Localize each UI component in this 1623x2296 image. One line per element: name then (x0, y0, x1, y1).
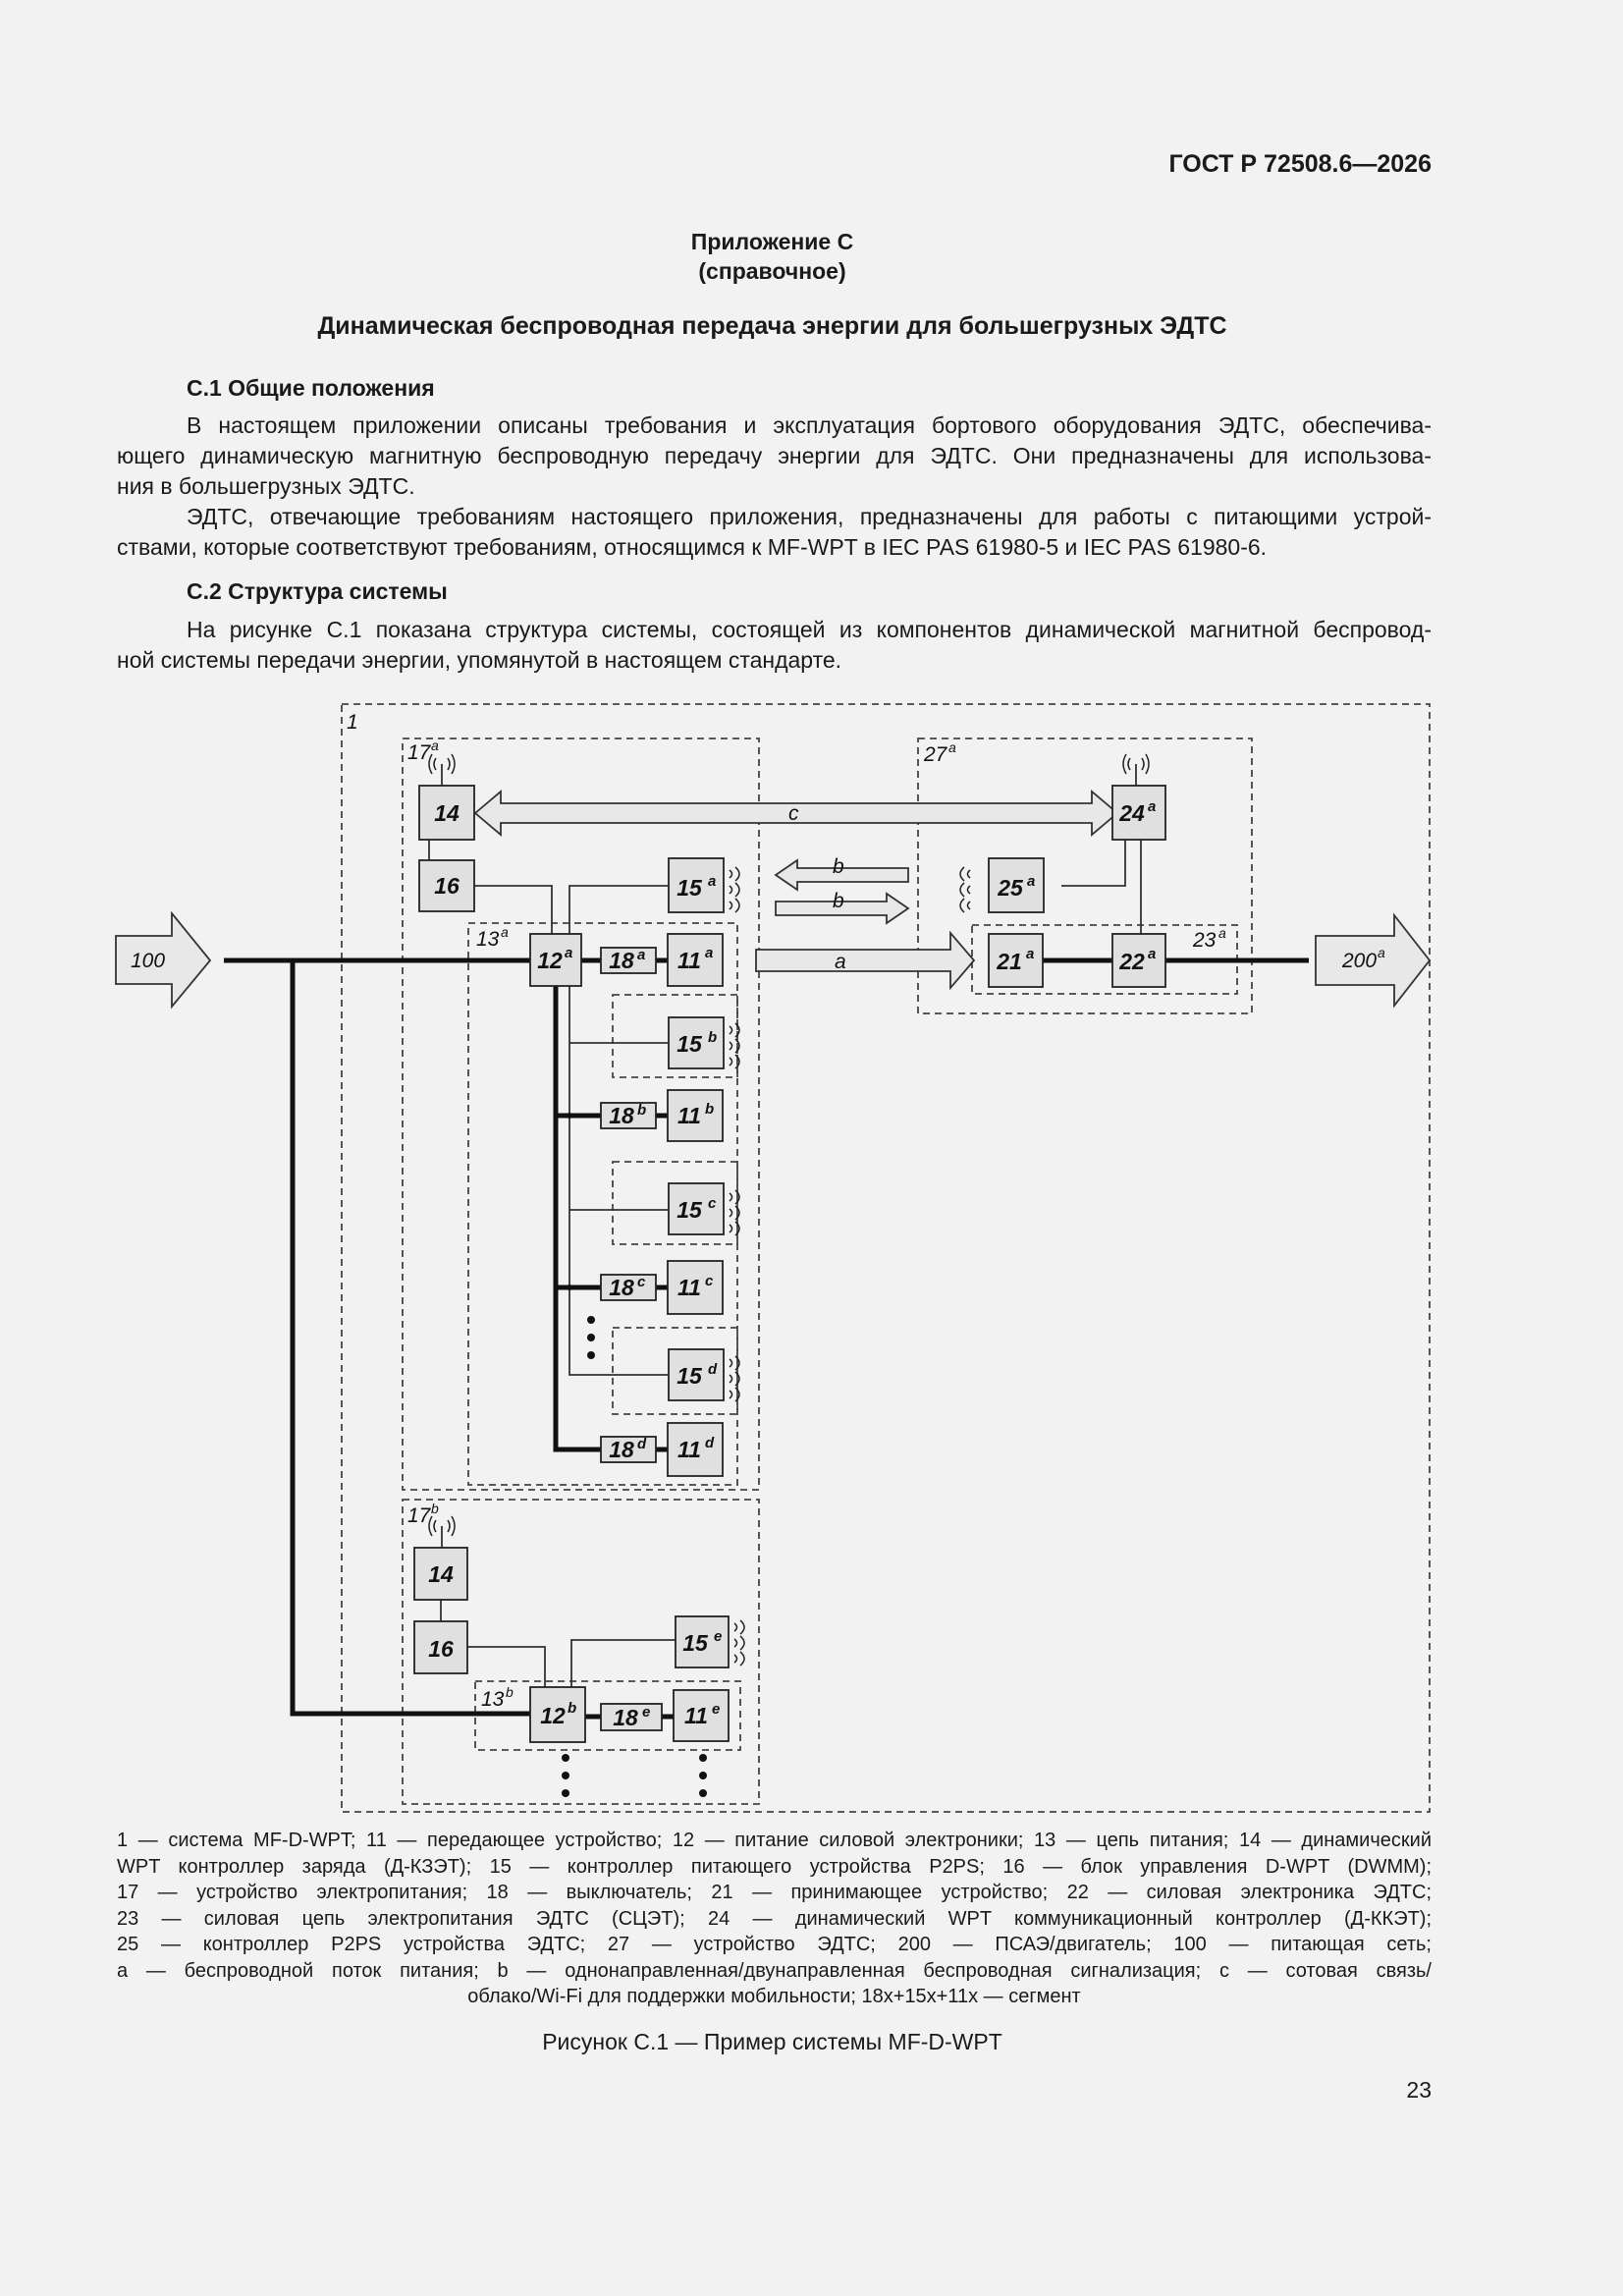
block-label: 18 (609, 1437, 634, 1462)
power-flow-label: a (835, 951, 846, 973)
frame-label: 23 (1193, 929, 1217, 952)
section-1-heading: С.1 Общие положения (187, 375, 435, 401)
block-label-sup: c (705, 1273, 714, 1289)
text-line: ЭДТС, отвечающие требованиям настоящего приложения, предназначены для работы с питающими устрой- (187, 504, 1432, 529)
section-2-heading: С.2 Структура системы (187, 578, 448, 604)
block-label: 18 (613, 1705, 638, 1730)
frame-label-sup: a (431, 738, 439, 753)
signal-arrow-label: b (833, 890, 844, 912)
frame-label: 13 (476, 928, 500, 951)
antenna-icon (429, 754, 455, 786)
block-label-sup: c (708, 1195, 717, 1212)
frame-label: 13 (481, 1688, 505, 1711)
legend-line: облако/Wi-Fi для поддержки мобильности; 18x+15x+11x — сегмент (467, 1986, 1081, 2007)
text-line: ющего динамическую магнитную беспроводную передачу энергии для ЭДТС. Они предназначены для использова- (117, 443, 1432, 468)
block-label: 25 (998, 875, 1023, 901)
output-arrow-sup: a (1378, 945, 1385, 960)
segment-bus (556, 986, 601, 1449)
antenna-icon (429, 1516, 455, 1548)
signal-line (569, 886, 669, 934)
figure-legend (117, 1828, 1432, 2010)
legend-line: WPT контроллер заряда (Д-КЗЭТ); 15 — контроллер питающего устройства P2PS; 16 — блок управления D-WPT (DWMM); (117, 1855, 1432, 1878)
frame-label-sup: a (1218, 925, 1226, 941)
wireless-waves-icon (960, 867, 970, 912)
block-label-sup: a (1148, 946, 1157, 962)
system-frame-label: 1 (347, 711, 358, 734)
block-label: 15 (676, 1031, 702, 1057)
wireless-waves-icon (734, 1620, 744, 1666)
block-label: 12 (540, 1703, 566, 1728)
block-label-sup: d (705, 1435, 715, 1451)
frame-label: 27 (924, 743, 947, 766)
block-label-sup: b (568, 1700, 577, 1717)
block-label-sup: e (714, 1628, 723, 1645)
block-label: 11 (677, 1103, 701, 1128)
block-label: 14 (434, 800, 460, 826)
signal-line (569, 986, 669, 1375)
frame-label: 17 (407, 1504, 431, 1527)
output-arrow-label: 200 (1342, 950, 1378, 972)
legend-line: 1 — система MF-D-WPT; 11 — передающее устройство; 12 — питание силовой электроники; 13 — цепь питания; 14 — динамический (117, 1830, 1432, 1851)
wireless-power-flow-arrow (756, 933, 974, 988)
block-label-sup: d (708, 1361, 718, 1378)
block-label: 16 (428, 1636, 454, 1662)
signal-line (1061, 840, 1125, 886)
block-label-sup: c (637, 1274, 646, 1290)
block-label-sup: b (708, 1029, 718, 1046)
page-number: 23 (1406, 2077, 1432, 2103)
block-label: 21 (997, 949, 1022, 974)
block-label: 14 (428, 1561, 454, 1587)
text-line: ствами, которые соответствуют требованиям, относящимся к MF-WPT в IEC PAS 61980-5 и IEC PAS 61980-6. (117, 534, 1268, 560)
block-label: 11 (677, 1437, 701, 1462)
block-label: 24 (1119, 800, 1145, 826)
signal-arrow-label: b (833, 855, 844, 878)
legend-line: 25 — контроллер P2PS устройства ЭДТС; 27 — устройство ЭДТС; 200 — ПСАЭ/двигатель; 100 — питающая сеть; (117, 1934, 1432, 1955)
block-label-sup: a (565, 945, 573, 961)
block-label: 18 (609, 1275, 634, 1300)
text-line: ния в большегрузных ЭДТС. (117, 473, 415, 499)
text-line: На рисунке С.1 показана структура системы, состоящей из компонентов динамической магнитной беспровод- (187, 617, 1432, 642)
legend-line: 23 — силовая цепь электропитания ЭДТС (СЦЭТ); 24 — динамический WPT коммуникационный контроллер (Д-ККЭТ); (117, 1907, 1432, 1930)
block-label: 15 (676, 1363, 702, 1389)
block-label: 11 (684, 1703, 708, 1728)
frame-label-sup: a (948, 739, 956, 755)
document-code: ГОСТ Р 72508.6—2026 (1168, 150, 1432, 178)
block-label-sup: b (637, 1102, 647, 1119)
block-label: 15 (676, 875, 702, 901)
text-line: ной системы передачи энергии, упомянутой в настоящем стандарте. (117, 647, 842, 673)
frame-label-sup: b (506, 1684, 514, 1700)
ellipsis-dots (562, 1754, 707, 1797)
junction (567, 1113, 572, 1119)
block-label: 18 (609, 948, 634, 973)
wireless-waves-icon (730, 867, 739, 912)
junction (567, 1285, 572, 1290)
text-line: В настоящем приложении описаны требования и эксплуатация бортового оборудования ЭДТС, обеспечива- (187, 412, 1432, 438)
frame-label-sup: a (501, 924, 509, 940)
main-heading: Динамическая беспроводная передача энергии для большегрузных ЭДТС (317, 312, 1227, 340)
frame-label: 17 (407, 741, 431, 764)
cellular-link-label: c (788, 802, 799, 825)
block-label-sup: a (1026, 946, 1035, 962)
block-label-sup: a (1027, 873, 1036, 890)
legend-line: a — беспроводной поток питания; b — однонаправленная/двунаправленная беспроводная сигнализация; c — сотовая связь/ (117, 1959, 1432, 1982)
frame-label-sup: b (431, 1501, 439, 1516)
block-label-sup: b (705, 1101, 715, 1118)
block-label: 15 (682, 1630, 708, 1656)
block-label: 12 (537, 948, 563, 973)
block-label-sup: d (637, 1436, 647, 1452)
figure-caption: Рисунок С.1 — Пример системы MF-D-WPT (542, 2029, 1002, 2054)
block-label-sup: a (705, 945, 714, 961)
block-label: 16 (434, 873, 460, 899)
block-label: 18 (609, 1103, 634, 1128)
annex-title: Приложение С (690, 229, 854, 254)
signal-line (571, 1640, 676, 1687)
block-label-sup: a (708, 873, 717, 890)
antenna-icon (1123, 754, 1149, 786)
block-label: 11 (677, 948, 701, 973)
ellipsis-dots (587, 1316, 595, 1359)
block-label-sup: a (1148, 798, 1157, 815)
block-label-sup: e (642, 1704, 651, 1721)
input-arrow-label: 100 (131, 950, 166, 972)
annex-subtitle: (справочное) (698, 258, 846, 284)
block-label: 22 (1119, 949, 1145, 974)
block-label: 15 (676, 1197, 702, 1223)
branch-power-line (293, 960, 530, 1714)
legend-line: 17 — устройство электропитания; 18 — выключатель; 21 — принимающее устройство; 22 — силовая электроника ЭДТС; (117, 1882, 1432, 1903)
block-label: 11 (677, 1275, 701, 1300)
block-label-sup: a (637, 947, 646, 963)
block-label-sup: e (712, 1701, 721, 1718)
